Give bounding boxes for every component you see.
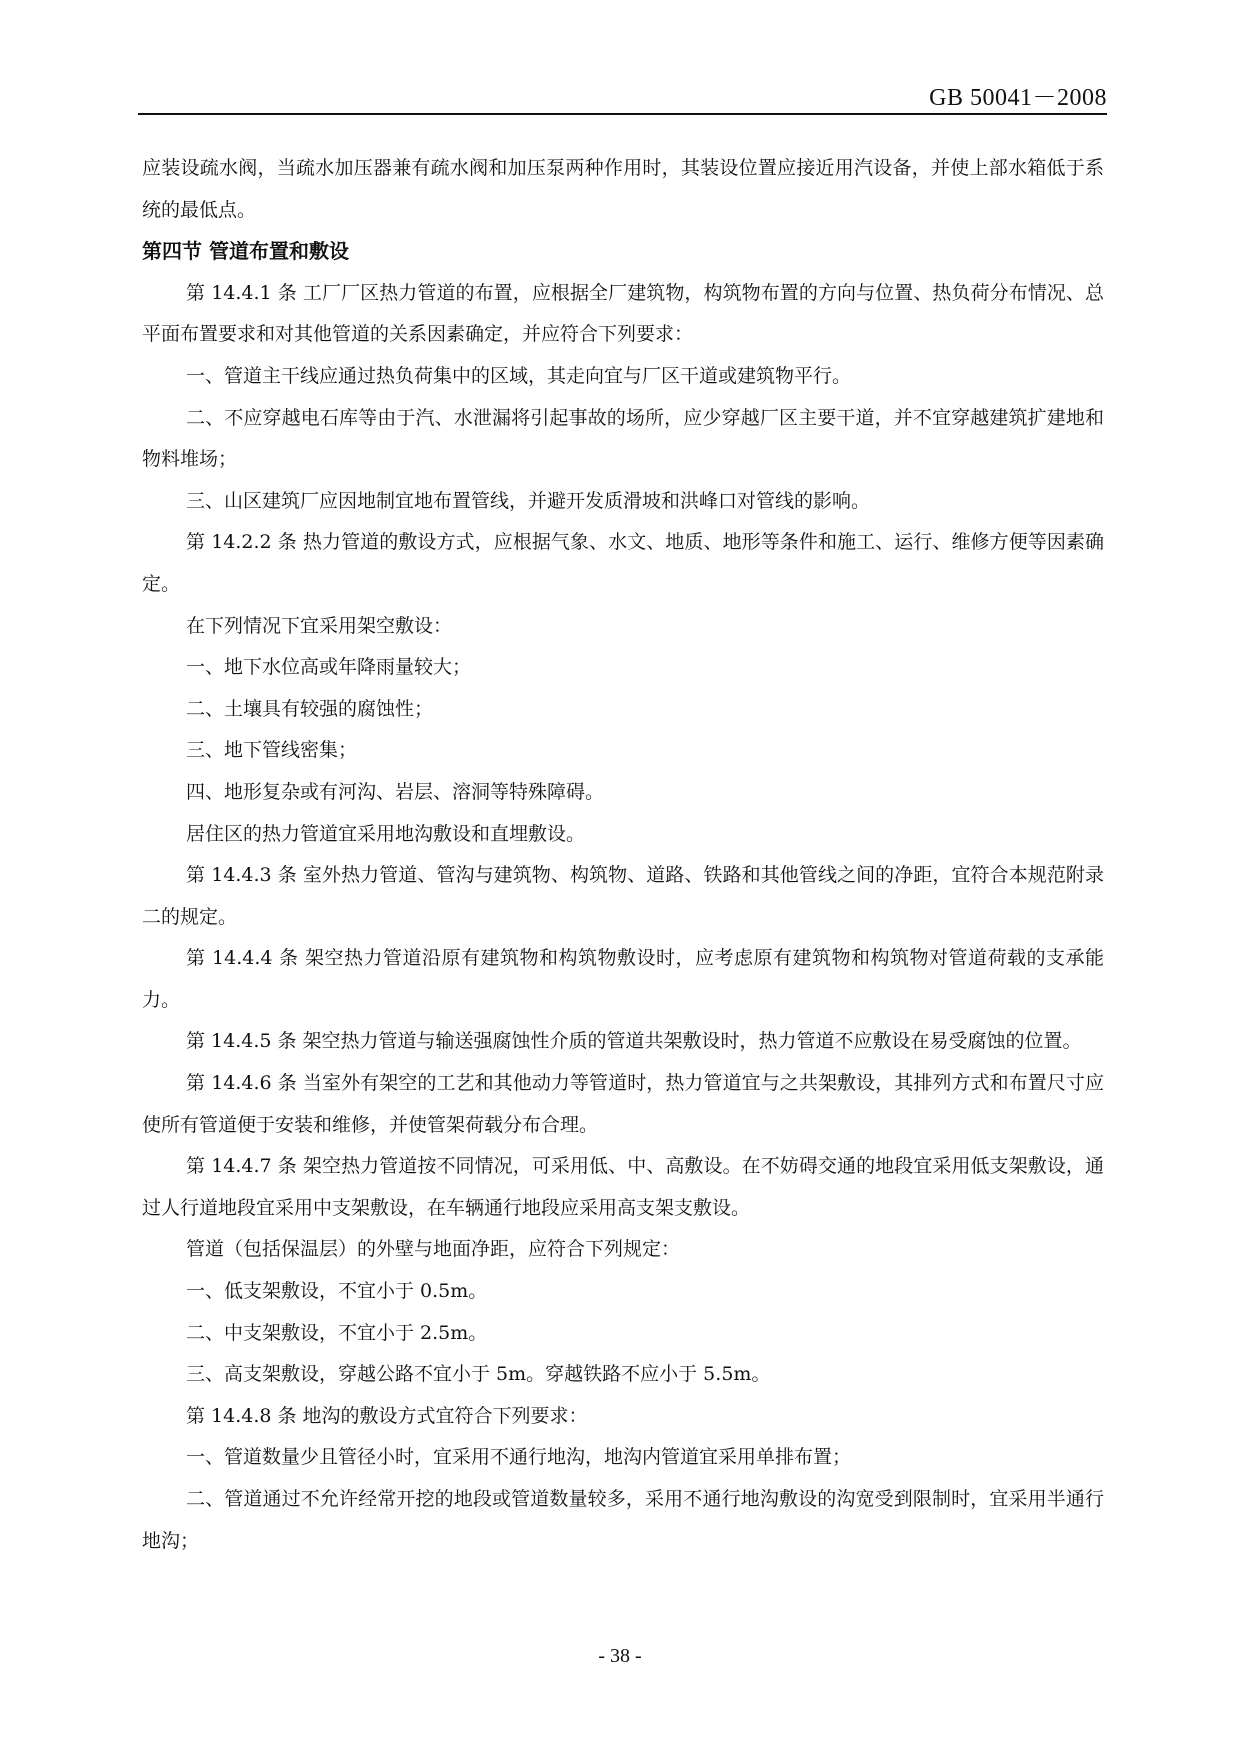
paragraph: 四、地形复杂或有河沟、岩层、溶洞等特殊障碍。 [186,780,605,803]
standard-code: GB 50041－2008 [929,85,1107,111]
paragraph: 第 14.4.4 条 架空热力管道沿原有建筑物和构筑物敷设时，应考虑原有建筑物和构筑物对管道荷载的支承能力。 [142,947,1104,1011]
paragraph: 一、管道数量少且管径小时，宜采用不通行地沟，地沟内管道宜采用单排布置； [186,1446,852,1469]
paragraph: 第 14.4.6 条 当室外有架空的工艺和其他动力等管道时，热力管道宜与之共架敷设，其排列方式和布置尺寸应使所有管道便于安装和维修，并使管架荷载分布合理。 [142,1072,1104,1136]
page-number: - 38 - [598,1645,642,1667]
paragraph: 在下列情况下宜采用架空敷设： [186,614,453,637]
paragraph: 三、山区建筑厂应因地制宜地布置管线，并避开发质滑坡和洪峰口对管线的影响。 [186,489,871,512]
paragraph: 第 14.4.8 条 地沟的敷设方式宜符合下列要求： [186,1404,588,1427]
paragraph: 第 14.4.5 条 架空热力管道与输送强腐蚀性介质的管道共架敷设时，热力管道不应敷设在易受腐蚀的位置。 [186,1030,1082,1053]
paragraph: 二、不应穿越电石库等由于汽、水泄漏将引起事故的场所，应少穿越厂区主要干道，并不宜穿越建筑扩建地和物料堆场； [142,406,1104,471]
paragraph: 第 14.2.2 条 热力管道的敷设方式，应根据气象、水文、地质、地形等条件和施工、运行、维修方便等因素确定。 [142,531,1104,595]
paragraph: 居住区的热力管道宜采用地沟敷设和直埋敷设。 [186,822,586,845]
section-title: 第四节 管道布置和敷设 [142,239,349,264]
paragraph: 一、地下水位高或年降雨量较大； [186,656,472,679]
paragraph: 第 14.4.3 条 室外热力管道、管沟与建筑物、构筑物、道路、铁路和其他管线之间的净距，宜符合本规范附录二的规定。 [142,864,1104,928]
paragraph: 二、管道通过不允许经常开挖的地段或管道数量较多，采用不通行地沟敷设的沟宽受到限制时，宜采用半通行地沟； [142,1488,1104,1552]
paragraph: 二、土壤具有较强的腐蚀性； [186,697,434,720]
paragraph: 三、高支架敷设，穿越公路不宜小于 5m。穿越铁路不应小于 5.5m。 [186,1363,771,1386]
paragraph: 二、中支架敷设，不宜小于 2.5m。 [186,1321,488,1344]
paragraph: 第 14.4.1 条 工厂厂区热力管道的布置，应根据全厂建筑物，构筑物布置的方向与位置、热负荷分布情况、总平面布置要求和对其他管道的关系因素确定，并应符合下列要求： [142,281,1104,346]
paragraph: 管道（包括保温层）的外壁与地面净距，应符合下列规定： [186,1238,681,1261]
paragraph: 一、低支架敷设，不宜小于 0.5m。 [186,1280,488,1303]
header-rule [138,113,1107,115]
paragraph: 第 14.4.7 条 架空热力管道按不同情况，可采用低、中、高敷设。在不妨碍交通的地段宜采用低支架敷设，通过人行道地段宜采用中支架敷设，在车辆通行地段应采用高支架支敷设。 [142,1155,1104,1219]
paragraph: 三、地下管线密集； [186,739,358,762]
paragraph: 一、管道主干线应通过热负荷集中的区域，其走向宜与厂区干道或建筑物平行。 [186,364,852,387]
paragraph: 应装设疏水阀，当疏水加压器兼有疏水阀和加压泵两种作用时，其装设位置应接近用汽设备，并使上部水箱低于系统的最低点。 [142,157,1104,221]
document-body [142,148,1104,1562]
